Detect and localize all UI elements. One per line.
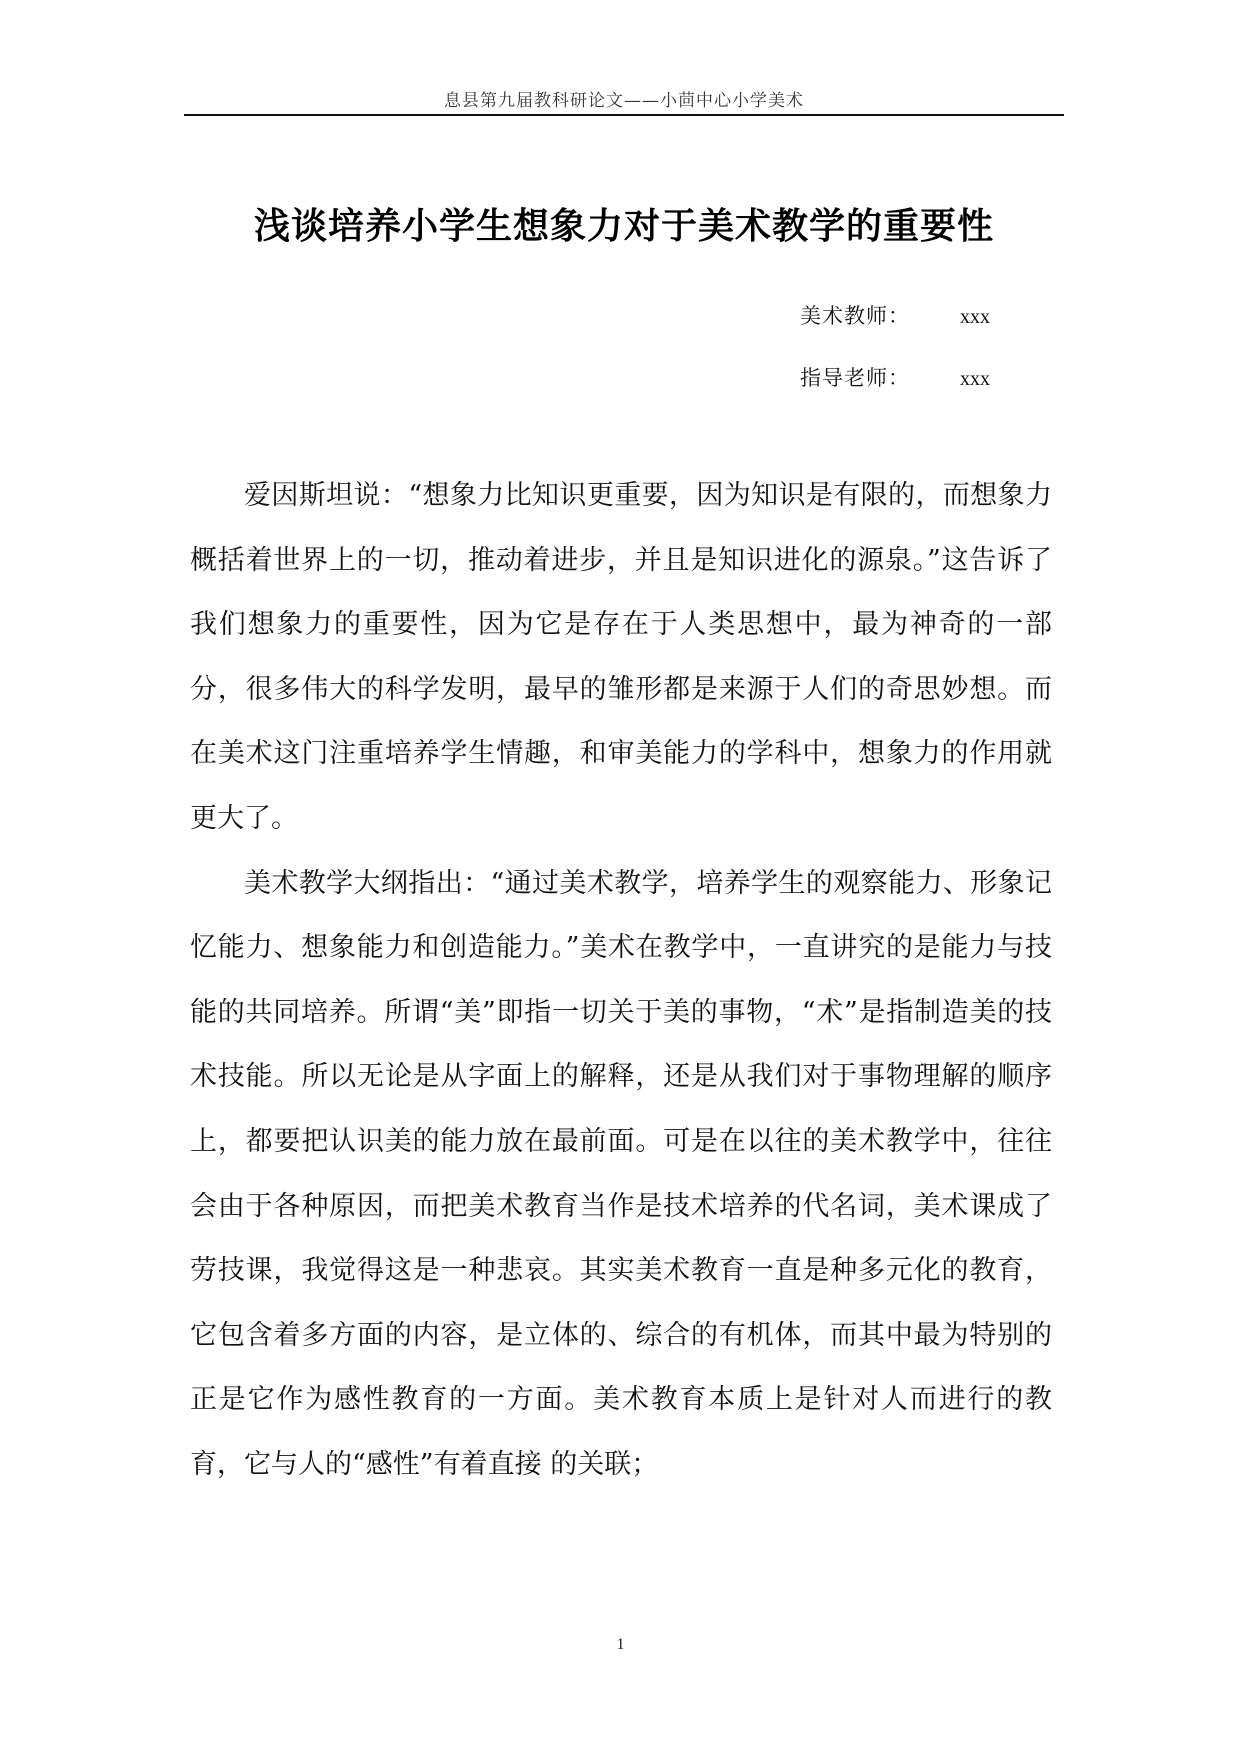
advisor-label: 指导老师：	[800, 366, 910, 390]
body-text	[190, 464, 1052, 1498]
page-header: 息县第九届教科研论文——小茴中心小学美术	[444, 91, 804, 111]
paragraph: 美术教学大纲指出：“通过美术教学，培养学生的观察能力、形象记忆能力、想象能力和创造能力。”美术在教学中，一直讲究的是能力与技能的共同培养。所谓“美”即指一切关于美的事物，“术”是指制造美的技术技能。所以无论是从字面上的解释，还是从我们对于事物理解的顺序上，都要把认识美的能力放在最前面。可是在以往的美术教学中，往往会由于各种原因，而把美术教育当作是技术培养的代名词，美术课成了劳技课，我觉得这是一种悲哀。其实美术教育一直是种多元化的教育，它包含着多方面的内容，是立体的、综合的有机体，而其中最为特别的正是它作为感性教育的一方面。美术教育本质上是针对人而进行的教育，它与人的“感性”有着直接 的关联；	[190, 867, 1052, 1480]
paragraph: 爱因斯坦说：“想象力比知识更重要，因为知识是有限的，而想象力概括着世界上的一切，推动着进步，并且是知识进化的源泉。”这告诉了我们想象力的重要性，因为它是存在于人类思想中，最为神奇的一部分，很多伟大的科学发明，最早的雏形都是来源于人们的奇思妙想。而在美术这门注重培养学生情趣，和审美能力的学科中，想象力的作用就更大了。	[190, 480, 1052, 834]
document-title: 浅谈培养小学生想象力对于美术教学的重要性	[253, 206, 994, 247]
header-rule	[184, 114, 1064, 116]
author-line-advisor	[800, 362, 1040, 392]
page-number: 1	[616, 1636, 625, 1653]
author-value: xxx	[960, 306, 990, 328]
author-label: 美术教师：	[800, 304, 910, 328]
author-line-teacher	[800, 300, 1040, 330]
advisor-value: xxx	[960, 368, 990, 390]
